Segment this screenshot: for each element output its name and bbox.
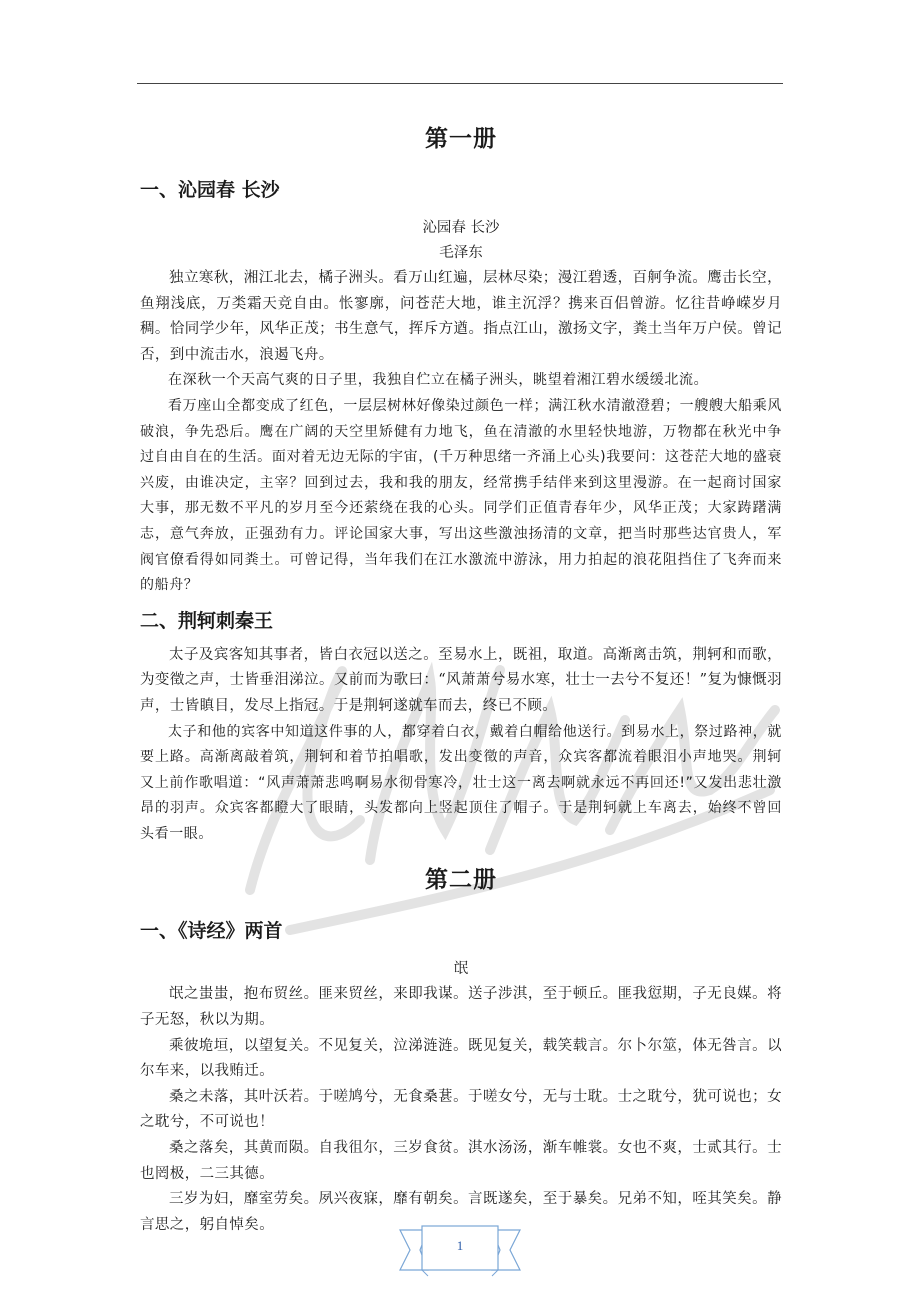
original-paragraph: 三岁为妇，靡室劳矣。夙兴夜寐，靡有朝矣。言既遂矣，至于暴矣。兄弟不知，咥其笑矣。静言思之，躬自悼矣。 xyxy=(140,1191,782,1233)
section-heading: 一、《诗经》两首 xyxy=(140,920,283,943)
section-heading: 一、沁园春 长沙 xyxy=(140,179,280,201)
volume-title: 第一册 xyxy=(425,126,497,152)
header-rule xyxy=(137,83,783,84)
original-paragraph: 太子及宾客知其事者，皆白衣冠以送之。至易水上，既祖，取道。高渐离击筑，荆轲和而歌，为变徵之声，士皆垂泪涕泣。又前而为歌曰：“风萧萧兮易水寒，壮士一去兮不复还！”复为慷慨羽声，士皆瞋目，发尽上指冠。于是荆轲遂就车而去，终已不顾。 xyxy=(140,646,782,714)
original-paragraph: 独立寒秋，湘江北去，橘子洲头。看万山红遍，层林尽染；漫江碧透，百舸争流。鹰击长空，鱼翔浅底，万类霜天竞自由。怅寥廓，问苍茫大地，谁主沉浮？携来百侣曾游。忆往昔峥嵘岁月稠。恰同学少年，风华正茂；书生意气，挥斥方遒。指点江山，激扬文字，粪土当年万户侯。曾记否，到中流击水，浪遏飞舟。 xyxy=(140,270,782,363)
poem-title: 沁园春 长沙 xyxy=(422,220,500,236)
translation-paragraph: 看万座山全都变成了红色，一层层树林好像染过颜色一样；满江秋水清澈澄碧；一艘艘大船乘风破浪，争先恐后。鹰在广阔的天空里矫健有力地飞，鱼在清澈的水里轻快地游，万物都在秋光中争过自由自在的生活。面对着无边无际的宇宙，(千万种思绪一齐涌上心头)我要问：这苍茫大地的盛衰兴废，由谁决定，主宰？回到过去，我和我的朋友，经常携手结伴来到这里漫游。在一起商讨国家大事，那无数不平凡的岁月至今还萦绕在我的心头。同学们正值青春年少，风华正茂；大家踌躇满志，意气奔放，正强劲有力。评论国家大事，写出这些激浊扬清的文章，把当时那些达官贵人，军阀官僚看得如同粪土。可曾记得，当年我们在江水激流中游泳，用力拍起的浪花阻挡住了飞奔而来的船舟？ xyxy=(140,397,782,594)
document-content xyxy=(140,110,782,1238)
volume-title: 第二册 xyxy=(425,867,497,894)
page-number: 1 xyxy=(456,1238,464,1253)
poem-author: 毛泽东 xyxy=(439,245,483,261)
original-paragraph: 氓之蚩蚩，抱布贸丝。匪来贸丝，来即我谋。送子涉淇，至于顿丘。匪我愆期，子无良媒。将子无怒，秋以为期。 xyxy=(140,986,782,1029)
translation-paragraph: 太子和他的宾客中知道这件事的人，都穿着白衣，戴着白帽给他送行。到易水上，祭过路神，就要上路。高渐离敲着筑，荆轲和着节拍唱歌，发出变徵的声音，众宾客都流着眼泪小声地哭。荆轲又上前作歌唱道：“风声萧萧悲鸣啊易水彻骨寒冷，壮士这一离去啊就永远不再回还!”又发出悲壮激昂的羽声。众宾客都瞪大了眼睛，头发都向上竖起顶住了帽子。于是荆轲就上车离去，始终不曾回头看一眼。 xyxy=(140,723,782,842)
original-paragraph: 桑之未落，其叶沃若。于嗟鸠兮，无食桑葚。于嗟女兮，无与士耽。士之耽兮，犹可说也；女之耽兮，不可说也！ xyxy=(140,1088,782,1131)
poem-title: 氓 xyxy=(453,961,469,978)
original-paragraph: 乘彼垝垣，以望复关。不见复关，泣涕涟涟。既见复关，载笑载言。尔卜尔筮，体无咎言。以尔车来，以我贿迁。 xyxy=(140,1037,782,1080)
translation-paragraph: 在深秋一个天高气爽的日子里，我独自伫立在橘子洲头，眺望着湘江碧水缓缓北流。 xyxy=(168,372,709,389)
section-heading: 二、荆轲刺秦王 xyxy=(140,609,274,632)
original-paragraph: 桑之落矣，其黄而陨。自我徂尔，三岁食贫。淇水汤汤，渐车帷裳。女也不爽，士贰其行。士也罔极，二三其德。 xyxy=(140,1140,782,1182)
